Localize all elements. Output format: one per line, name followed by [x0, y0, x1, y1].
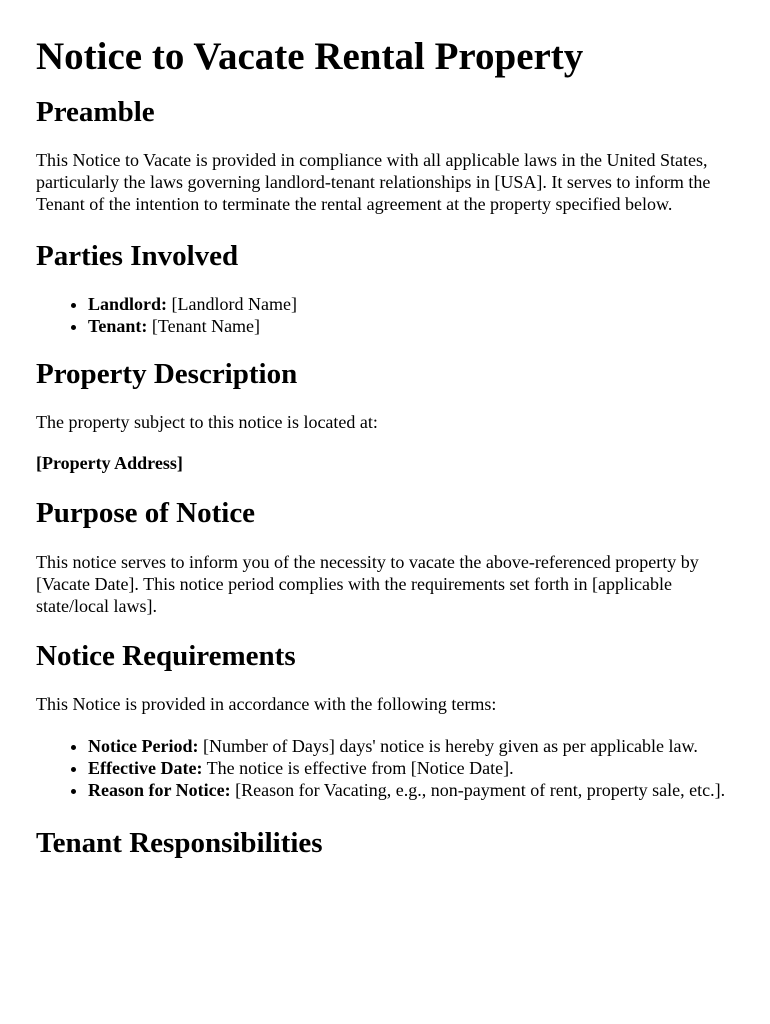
landlord-label: Landlord: — [88, 294, 168, 314]
list-item-notice-period — [88, 735, 734, 757]
purpose-text: This notice serves to inform you of the necessity to vacate the above-referenced property by [Vacate Date]. This notice period complies with the requirements set forth in [applicable state/local laws]. — [36, 552, 699, 616]
preamble-heading: Preamble — [36, 96, 155, 128]
effective-date-label: Effective Date: — [88, 758, 203, 778]
parties-heading: Parties Involved — [36, 240, 239, 272]
requirements-text: This Notice is provided in accordance with the following terms: — [36, 694, 497, 714]
tenant-value: [Tenant Name] — [147, 316, 261, 336]
property-address-value: [Property Address] — [36, 453, 183, 473]
preamble-text: This Notice to Vacate is provided in compliance with all applicable laws in the United States, particularly the laws governing landlord-tenant relationships in [USA]. It serves to inform the Tenant of the intention to terminate the rental agreement at the property specified below. — [36, 150, 711, 214]
notice-period-value: [Number of Days] days' notice is hereby given as per applicable law. — [198, 736, 698, 756]
landlord-value: [Landlord Name] — [167, 294, 297, 314]
list-item-reason — [88, 779, 734, 801]
tenant-label: Tenant: — [88, 316, 148, 336]
tenant-responsibilities-heading: Tenant Responsibilities — [36, 827, 323, 859]
reason-label: Reason for Notice: — [88, 780, 231, 800]
notice-period-label: Notice Period: — [88, 736, 199, 756]
reason-value: [Reason for Vacating, e.g., non-payment of rent, property sale, etc.]. — [230, 780, 726, 800]
property-heading: Property Description — [36, 358, 298, 390]
document-title: Notice to Vacate Rental Property — [36, 35, 584, 78]
property-text: The property subject to this notice is located at: — [36, 412, 378, 432]
property-address — [36, 452, 734, 474]
list-item-landlord — [88, 293, 734, 315]
list-item-effective-date — [88, 757, 734, 779]
requirements-list — [36, 735, 734, 801]
list-item-tenant — [88, 315, 734, 337]
parties-list — [36, 293, 734, 337]
effective-date-value: The notice is effective from [Notice Date]. — [202, 758, 514, 778]
purpose-heading: Purpose of Notice — [36, 497, 256, 529]
requirements-heading: Notice Requirements — [36, 640, 296, 672]
